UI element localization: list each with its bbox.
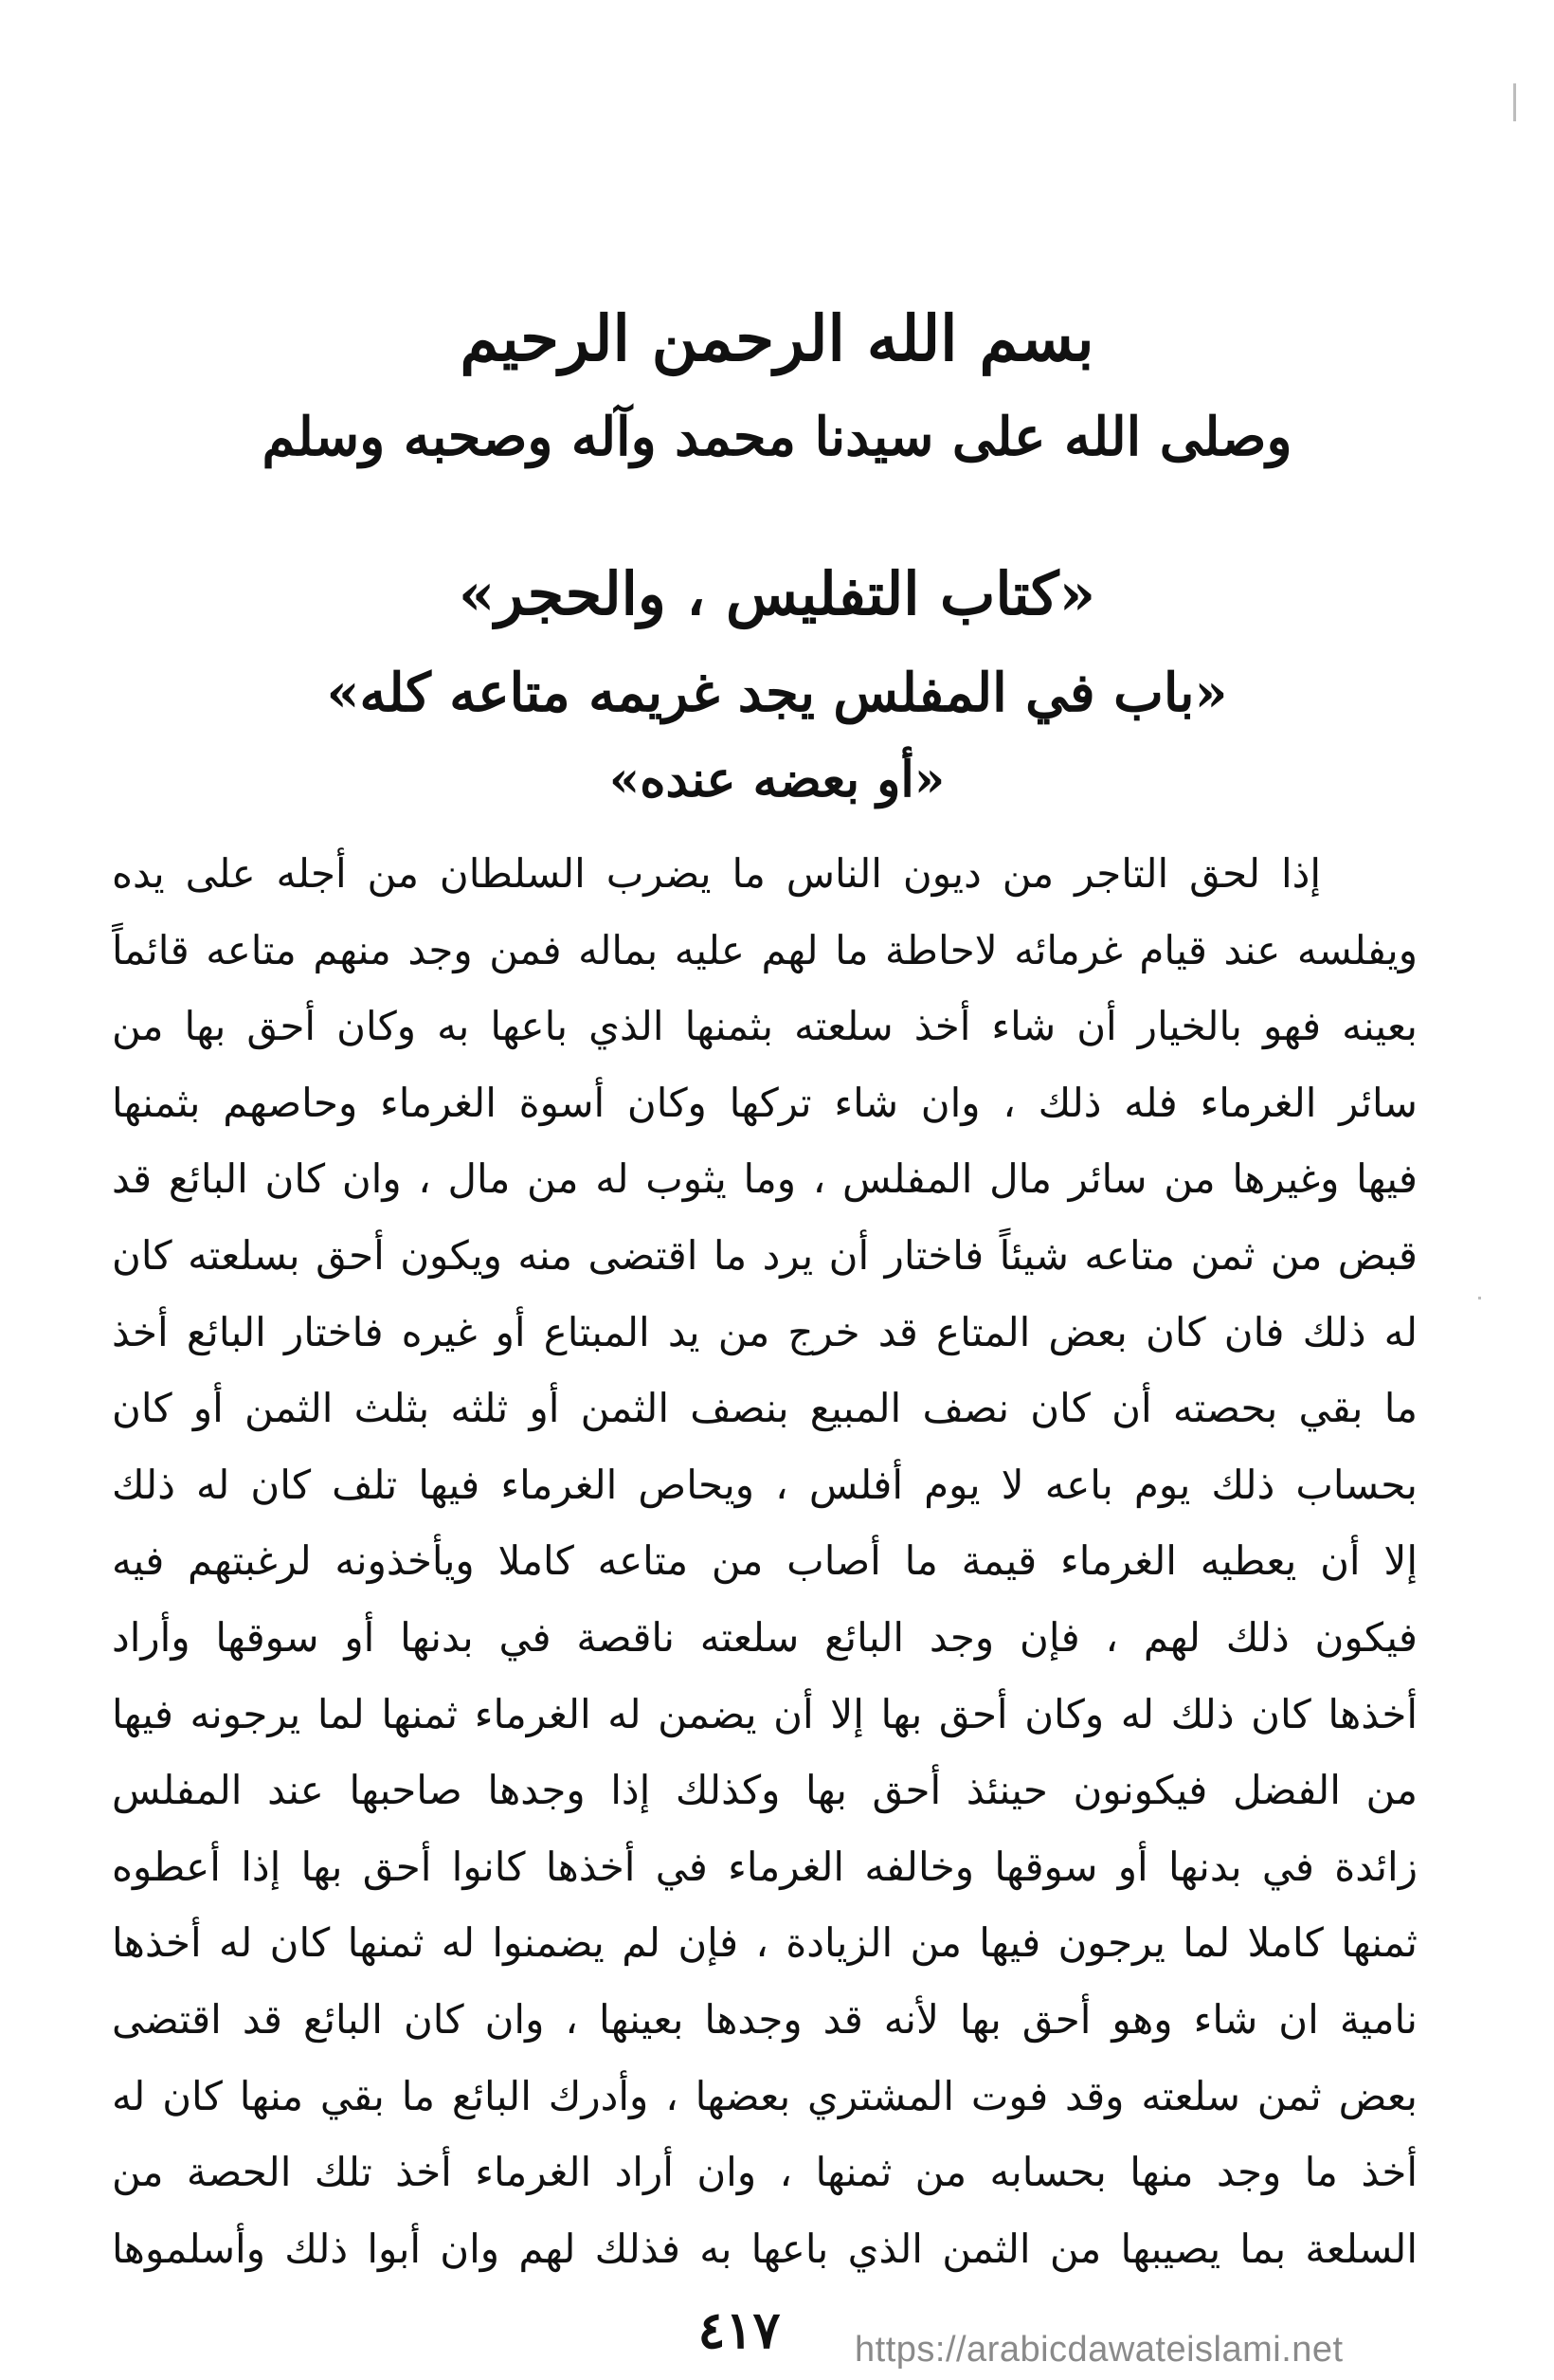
watermark-url: https://arabicdawateislami.net [855,2330,1344,2370]
text-line: ما بقي بحصته أن كان نصف المبيع بنصف الثمن أو ثلثه بثلث الثمن أو كان [112,1385,1418,1432]
text-line: له ذلك فان كان بعض المتاع قد خرج من يد المبتاع أو غيره فاختار البائع أخذ [112,1308,1418,1355]
scan-speck [1513,83,1516,121]
text-line: فيها وغيرها من سائر مال المفلس ، وما يثوب له من مال ، وان كان البائع قد [112,1155,1418,1203]
text-line: سائر الغرماء فله ذلك ، وان شاء تركها وكان أسوة الغرماء وحاصهم بثمنها [112,1079,1418,1126]
text-line: إذا لحق التاجر من ديون الناس ما يضرب السلطان من أجله على يده [112,850,1321,897]
salawat-line: وصلى الله على سيدنا محمد وآله وصحبه وسلم [262,406,1292,468]
text-line: السلعة بما يصيبها من الثمن الذي باعها به فذلك لهم وان أبوا ذلك وأسلموها [112,2225,1418,2272]
chapter-subtitle: «أو بعضه عنده» [608,751,946,808]
text-line: ويفلسه عند قيام غرمائه لاحاطة ما لهم عليه بماله فمن وجد منهم متاعه قائماً [112,926,1418,973]
text-line: نامية ان شاء وهو أحق بها لأنه قد وجدها بعينها ، وان كان البائع قد اقتضى [112,1995,1418,2043]
text-line: بعض ثمن سلعته وقد فوت المشتري بعضها ، وأدرك البائع ما بقي منها كان له [112,2072,1418,2119]
scan-speck [1478,1297,1481,1299]
basmala-heading: بسم الله الرحمن الرحيم [460,301,1094,375]
text-line: من الفضل فيكونون حينئذ أحق بها وكذلك إذا وجدها صاحبها عند المفلس [112,1767,1418,1814]
text-line: بعينه فهو بالخيار أن شاء أخذ سلعته بثمنها الذي باعها به وكان أحق بها من [112,1003,1418,1050]
text-line: قبض من ثمن متاعه شيئاً فاختار أن يرد ما اقتضى منه ويكون أحق بسلعته كان [112,1231,1418,1279]
text-line: ثمنها كاملا لما يرجون فيها من الزيادة ، فإن لم يضمنوا له ثمنها كان له أخذها [112,1919,1418,1967]
text-line: زائدة في بدنها أو سوقها وخالفه الغرماء في أخذها كانوا أحق بها إذا أعطوه [112,1843,1418,1890]
page-number: ٤١٧ [697,2299,781,2360]
book-title: «كتاب التفليس ، والحجر» [458,559,1096,628]
body-text [112,836,1418,2287]
text-line: أخذ ما وجد منها بحسابه من ثمنها ، وان أراد الغرماء أخذ تلك الحصة من [112,2149,1418,2196]
text-line: إلا أن يعطيه الغرماء قيمة ما أصاب من متاعه كاملا ويأخذونه لرغبتهم فيه [112,1537,1418,1585]
text-line: بحساب ذلك يوم باعه لا يوم أفلس ، ويحاص الغرماء فيها تلف كان له ذلك [112,1461,1418,1508]
chapter-title: «باب في المفلس يجد غريمه متاعه كله» [326,662,1228,724]
text-line: فيكون ذلك لهم ، فإن وجد البائع سلعته ناقصة في بدنها أو سوقها وأراد [112,1613,1418,1661]
text-line: أخذها كان ذلك له وكان أحق بها إلا أن يضمن له الغرماء ثمنها لما يرجونه فيها [112,1690,1418,1737]
